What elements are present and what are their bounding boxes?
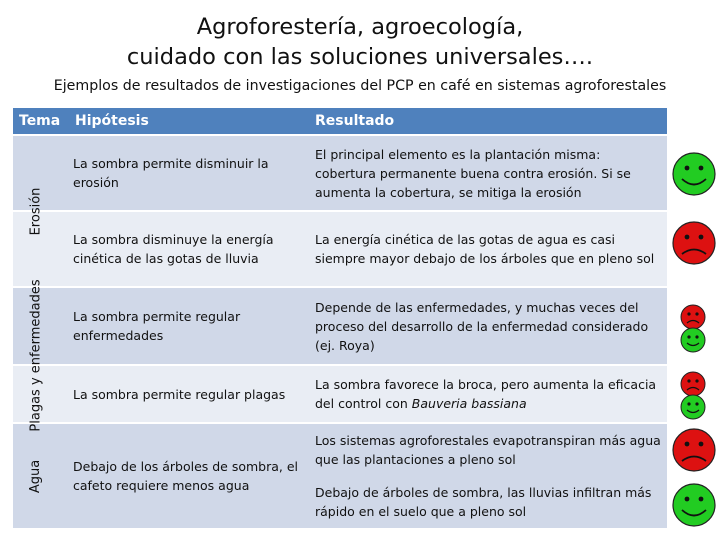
title-line-2: cuidado con las soluciones universales…. [126, 44, 594, 70]
happy-face-icon [671, 151, 717, 197]
happy-face-icon [680, 394, 706, 420]
table-cell-resultado: El principal elemento es la plantación misma: cobertura permanente buena contra erosión. Si se aumenta la cobertura, se mitiga la erosión [315, 146, 631, 200]
happy-face-icon [680, 327, 706, 353]
table-cell-hipotesis: Debajo de los árboles de sombra, el cafeto requiere menos agua [73, 459, 299, 493]
table-cell-hipotesis: La sombra permite regular enfermedades [73, 309, 241, 343]
header-hipotesis: Hipótesis [67, 108, 307, 134]
header-tema: Tema [13, 108, 67, 134]
table-cell-hipotesis: La sombra permite regular plagas [73, 386, 286, 402]
table-cell-resultado: Debajo de árboles de sombra, las lluvias infiltran más rápido en el suelo que a pleno sol [315, 485, 652, 519]
group-label-erosion: Erosión [28, 187, 44, 235]
table-cell-hipotesis: La sombra permite disminuir la erosión [73, 156, 269, 190]
title-line-1: Agroforestería, agroecología, [196, 14, 524, 40]
page-title [0, 12, 720, 72]
table-cell-resultado: Depende de las enfermedades, y muchas veces del proceso del desarrollo de la enfermedad considerado (ej. Roya) [315, 299, 649, 353]
species-name: Bauveria bassiana [411, 396, 527, 411]
table-cell-resultado [307, 366, 671, 422]
group-label-agua: Agua [28, 459, 44, 493]
resultado-text: La sombra favorece la broca, pero aumenta la eficacia del control con [315, 377, 657, 411]
header-resultado: Resultado [307, 108, 667, 134]
sad-face-icon [671, 427, 717, 473]
table-cell-resultado: Los sistemas agroforestales evapotranspiran más agua que las plantaciones a pleno sol [315, 433, 661, 467]
sad-face-icon [671, 220, 717, 266]
group-label-plagas: Plagas y enfermedades [28, 278, 44, 432]
page-subtitle: Ejemplos de resultados de investigaciones del PCP en café en sistemas agroforestales [53, 78, 667, 94]
table-cell-resultado: La energía cinética de las gotas de agua es casi siempre mayor debajo de los árboles que en pleno sol [315, 232, 655, 266]
happy-face-icon [671, 482, 717, 528]
table-cell-hipotesis: La sombra disminuye la energía cinética de las gotas de lluvia [73, 232, 274, 266]
